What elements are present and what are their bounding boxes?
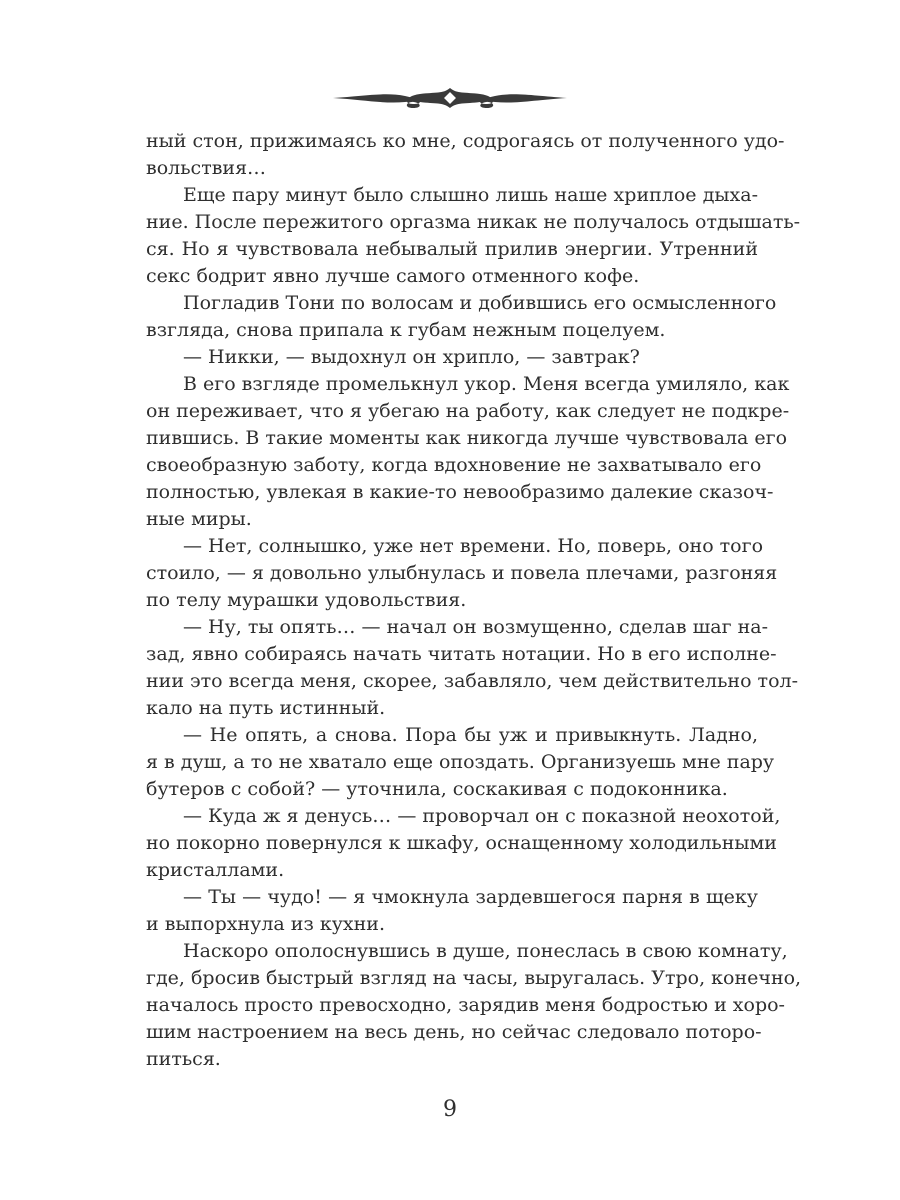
text-line: ся. Но я чувствовала небывалый прилив энергии. Утренний	[146, 238, 758, 260]
text-line: — Никки, — выдохнул он хрипло, — завтрак?	[183, 346, 640, 368]
text-line: бутеров с собой? — уточнила, соскакивая с подоконника.	[146, 778, 728, 800]
text-line: кристаллами.	[146, 859, 285, 881]
text-line: стоило, — я довольно улыбнулась и повела плечами, разгоняя	[146, 562, 778, 584]
text-line: вольствия…	[146, 157, 267, 179]
text-line: питься.	[146, 1048, 221, 1070]
text-line: по телу мурашки удовольствия.	[146, 589, 467, 611]
text-line: — Ну, ты опять… — начал он возмущенно, сделав шаг на-	[183, 616, 769, 638]
text-line: пившись. В такие моменты как никогда лучше чувствовала его	[146, 427, 788, 449]
text-line: своеобразную заботу, когда вдохновение не захватывало его	[146, 454, 762, 476]
text-line: но покорно повернулся к шкафу, оснащенному холодильными	[146, 832, 777, 854]
text-line: он переживает, что я убегаю на работу, как следует не подкре-	[146, 400, 790, 422]
text-line: кало на путь истинный.	[146, 697, 386, 719]
text-line: Погладив Тони по волосам и добившись его осмысленного	[183, 292, 777, 314]
text-line: ный стон, прижимаясь ко мне, содрогаясь от полученного удо-	[146, 130, 785, 152]
text-line: — Куда ж я денусь… — проворчал он с показной неохотой,	[183, 805, 781, 827]
text-line: я в душ, а то не хватало еще опоздать. Организуешь мне пару	[146, 751, 775, 773]
text-line: где, бросив быстрый взгляд на часы, выругалась. Утро, конечно,	[146, 967, 802, 989]
text-line: ние. После пережитого оргазма никак не получалось отдышать-	[146, 211, 801, 233]
text-line: зад, явно собираясь начать читать нотации. Но в его исполне-	[146, 643, 777, 665]
page-number: 9	[443, 1097, 457, 1122]
text-line: и выпорхнула из кухни.	[146, 913, 385, 935]
text-line: ные миры.	[146, 508, 252, 530]
text-line: секс бодрит явно лучше самого отменного кофе.	[146, 265, 640, 287]
body-text	[146, 128, 802, 1073]
text-line: взгляда, снова припала к губам нежным поцелуем.	[146, 319, 666, 341]
text-line: Наскоро ополоснувшись в душе, понеслась в свою комнату,	[183, 940, 788, 962]
ornament-divider-icon	[325, 82, 575, 112]
text-line: Еще пару минут было слышно лишь наше хриплое дыха-	[183, 184, 758, 206]
text-line: — Нет, солнышко, уже нет времени. Но, поверь, оно того	[183, 535, 764, 557]
text-line: — Не опять, а снова. Пора бы уж и привыкнуть. Ладно,	[183, 724, 758, 746]
text-line: полностью, увлекая в какие-то невообразимо далекие сказоч-	[146, 481, 774, 503]
text-line: нии это всегда меня, скорее, забавляло, чем действительно тол-	[146, 670, 798, 692]
text-line: В его взгляде промелькнул укор. Меня всегда умиляло, как	[183, 373, 790, 395]
text-line: — Ты — чудо! — я чмокнула зардевшегося парня в щеку	[183, 886, 758, 908]
text-line: началось просто превосходно, зарядив меня бодростью и хоро-	[146, 994, 785, 1016]
text-line: шим настроением на весь день, но сейчас следовало потoро-	[146, 1021, 762, 1043]
